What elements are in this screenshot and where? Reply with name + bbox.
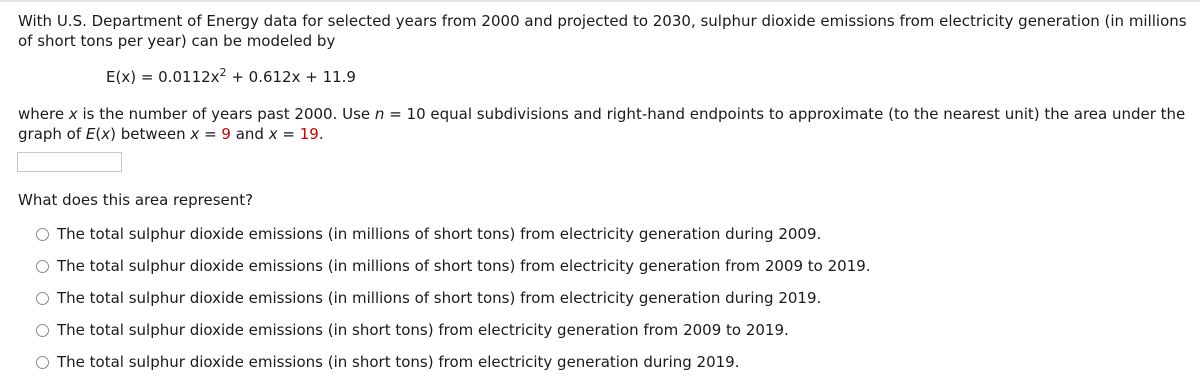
choice-label: The total sulphur dioxide emissions (in short tons) from electricity generation from 2009 to 2019. [57, 321, 789, 339]
formula-term1: 0.0112x [158, 68, 220, 86]
radio-button[interactable] [36, 356, 49, 369]
answer-choices [36, 218, 871, 378]
question-text: What does this area represent? [18, 191, 254, 209]
radio-button[interactable] [36, 292, 49, 305]
area-answer-input[interactable] [17, 152, 122, 172]
instr-text-9: . [318, 125, 324, 143]
instr-text-6: = [199, 125, 222, 143]
formula-equals: = [136, 68, 159, 86]
instr-text-4: ( [95, 125, 102, 143]
model-formula [106, 67, 1200, 87]
radio-button[interactable] [36, 260, 49, 273]
choice-option[interactable] [36, 346, 871, 378]
formula-rest: + 0.612x + 11.9 [226, 68, 356, 86]
choice-option[interactable] [36, 218, 871, 250]
instr-text-8: = [277, 125, 300, 143]
instr-var-x: x [101, 125, 111, 143]
instr-func-e: E [85, 125, 96, 143]
radio-button[interactable] [36, 228, 49, 241]
formula-lhs: E(x) [106, 68, 137, 86]
top-divider [0, 0, 1200, 2]
upper-bound-value: 19 [299, 125, 319, 143]
choice-option[interactable] [36, 250, 871, 282]
instr-var-x: x [268, 125, 278, 143]
instr-text-5: ) between [110, 125, 191, 143]
choice-label: The total sulphur dioxide emissions (in millions of short tons) from electricity generation during 2019. [57, 289, 822, 307]
instr-var-x: x [190, 125, 200, 143]
radio-button[interactable] [36, 324, 49, 337]
problem-intro: With U.S. Department of Energy data for selected years from 2000 and projected to 2030, sulphur dioxide emissions from electricity generation (in millions of short tons per year) can be modeled by [18, 12, 1187, 50]
instr-var-x: x [68, 105, 78, 123]
choice-option[interactable] [36, 282, 871, 314]
instr-text-2: is the number of years past 2000. Use [77, 105, 375, 123]
instr-text-7: and [230, 125, 269, 143]
instr-var-n: n [374, 105, 385, 123]
lower-bound-value: 9 [221, 125, 231, 143]
choice-label: The total sulphur dioxide emissions (in millions of short tons) from electricity generation from 2009 to 2019. [57, 257, 871, 275]
instr-text-3: = 10 equal subdivisions and right-hand endpoints to approximate (to the nearest unit) the area under the graph of [18, 105, 1186, 143]
formula-exponent: 2 [219, 66, 227, 79]
instr-text-1: where [18, 105, 69, 123]
choice-label: The total sulphur dioxide emissions (in short tons) from electricity generation during 2019. [57, 353, 740, 371]
problem-instructions [18, 104, 1188, 144]
choice-label: The total sulphur dioxide emissions (in millions of short tons) from electricity generation during 2009. [57, 225, 822, 243]
choice-option[interactable] [36, 314, 871, 346]
